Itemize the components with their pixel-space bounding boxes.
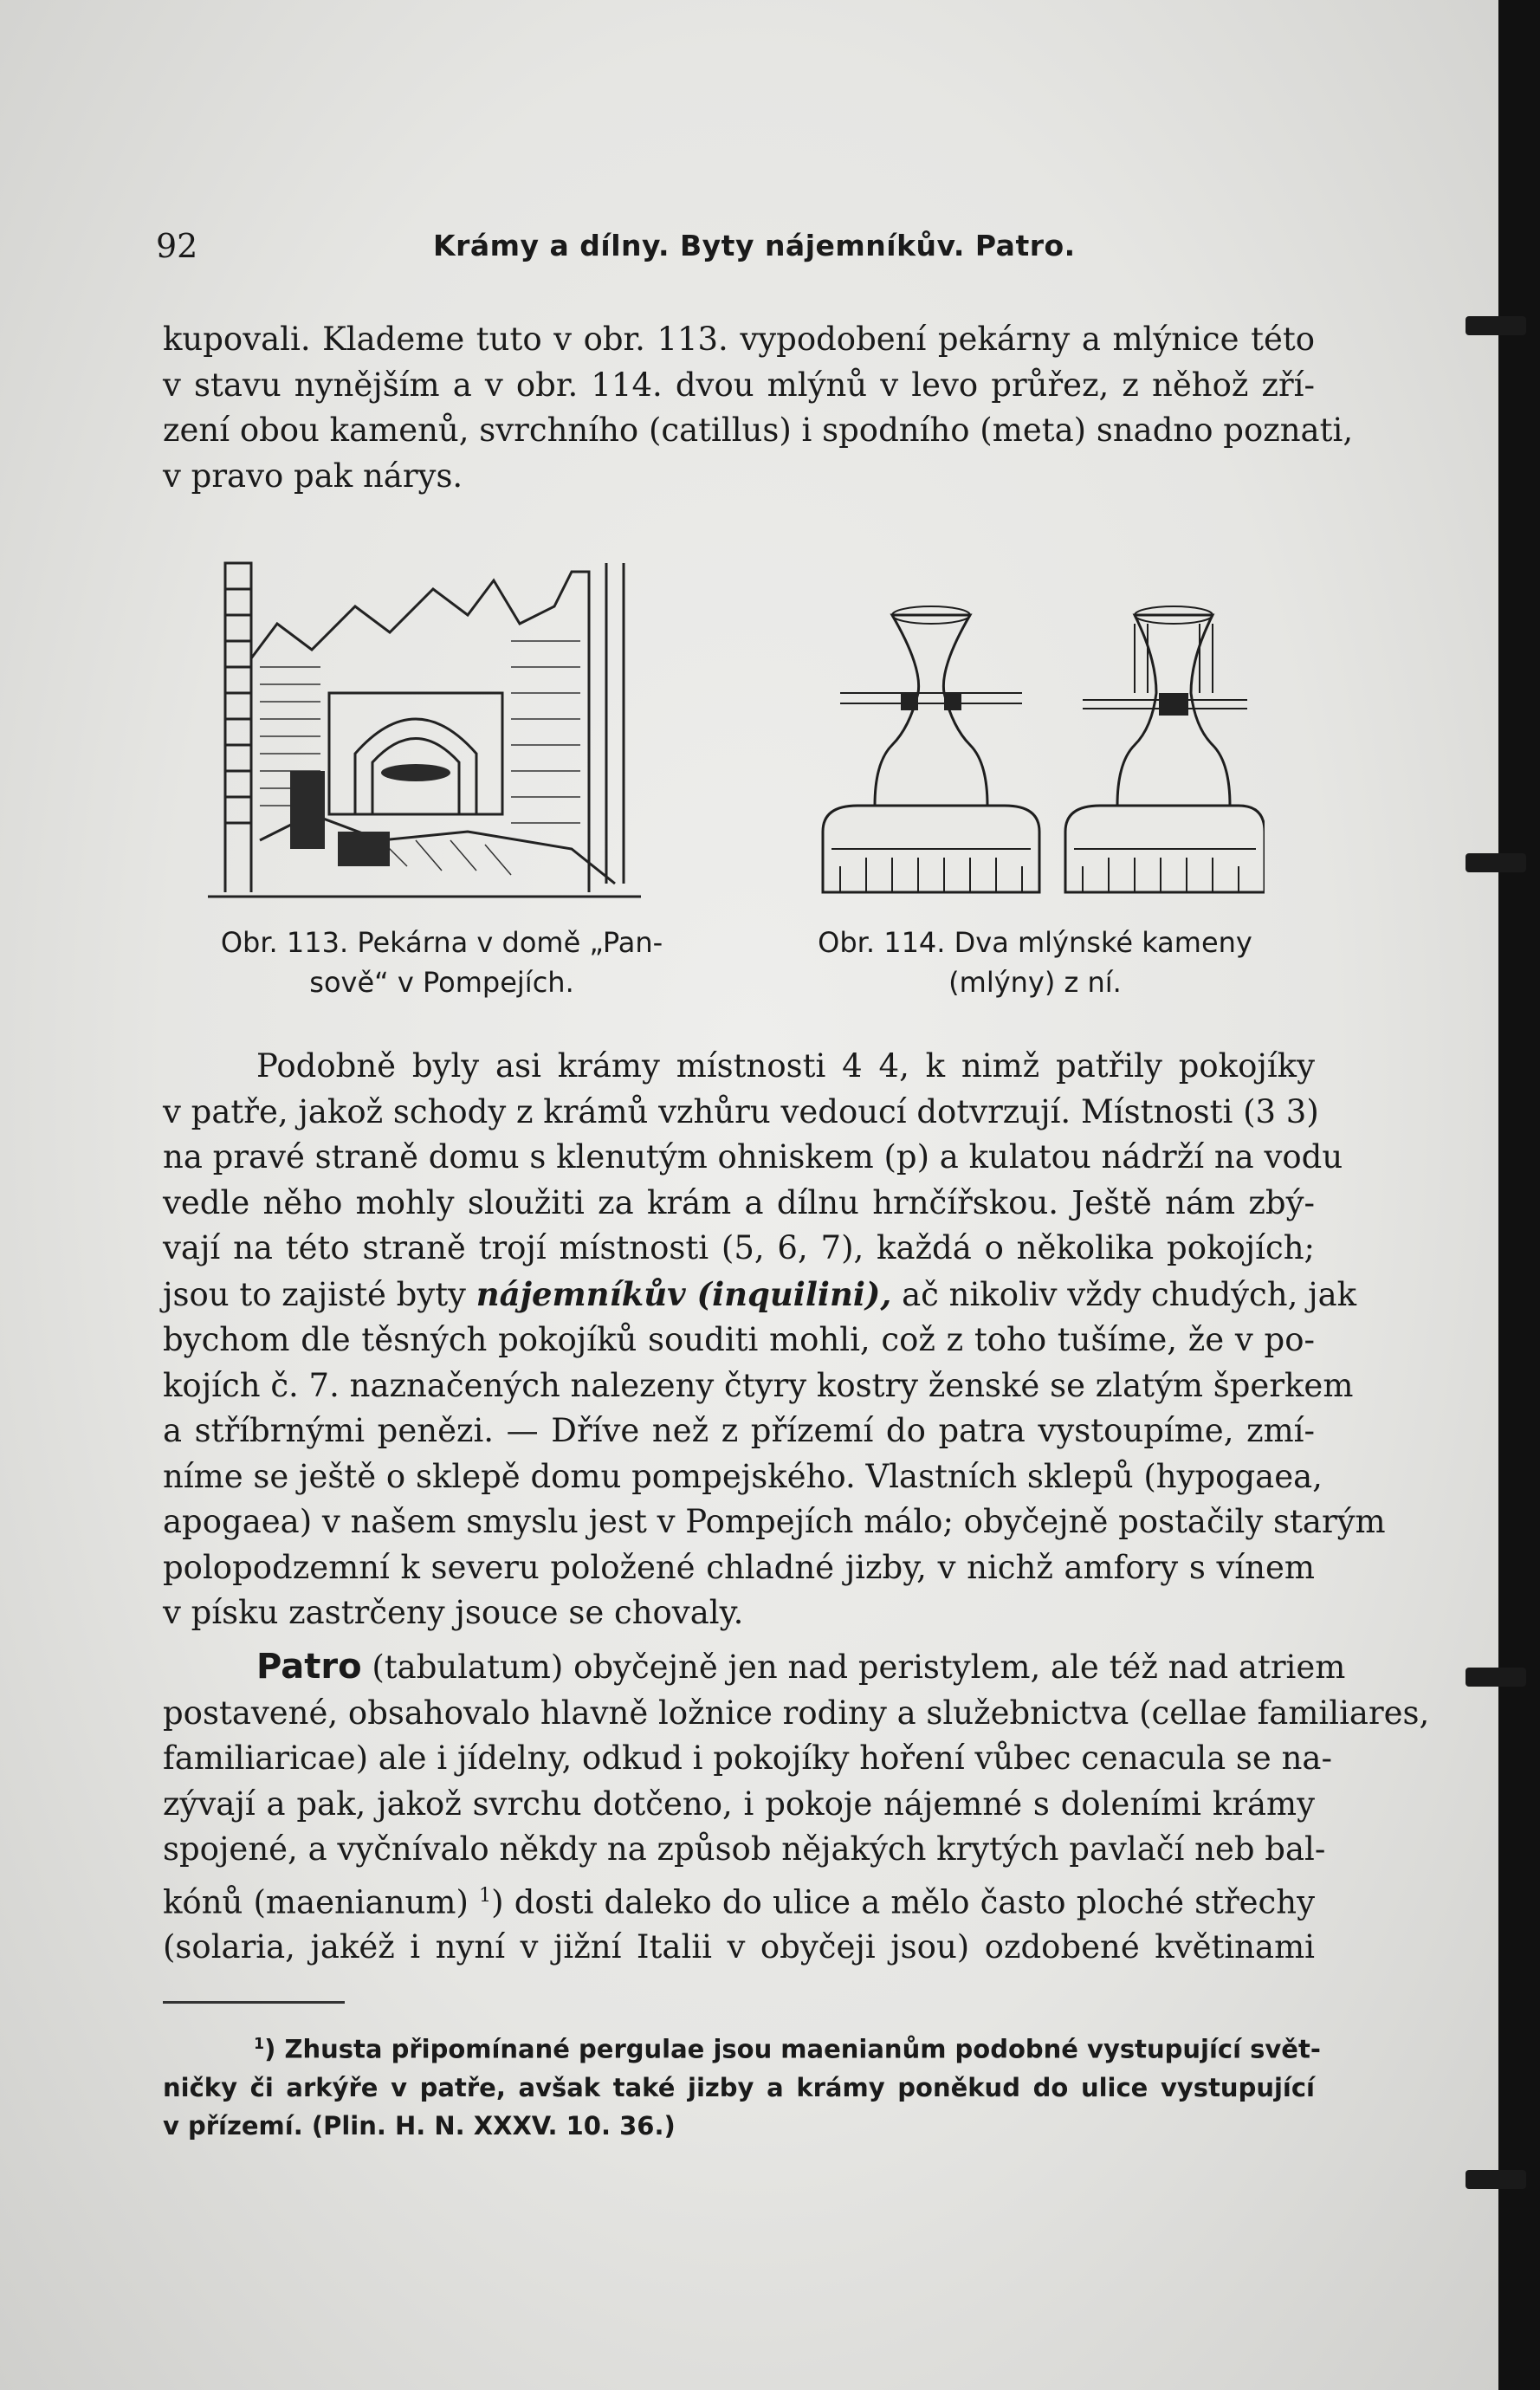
footnote-marker: 1 [254, 2036, 265, 2053]
text-line: apogaea) v našem smyslu jest v Pompejích málo; obyčejně postačily starým [163, 1503, 1386, 1540]
text-segment: ač nikoliv vždy chudých, jak [902, 1275, 1357, 1313]
text-line: a stříbrnými penězi. — Dříve než z přízemí do patra vystoupíme, zmí- [163, 1412, 1315, 1449]
caption-line: (mlýny) z ní. [948, 966, 1122, 999]
scan-tab-mark [1466, 316, 1526, 335]
text-line: (solaria, jakéž i nyní v jižní Italii v obyčeji jsou) ozdobené květinami [163, 1928, 1315, 1966]
page-number: 92 [156, 227, 198, 265]
lead-word: Patro [256, 1647, 362, 1687]
text-line [163, 1644, 1346, 1691]
bakery-illustration [208, 554, 658, 901]
text-segment: jsou to zajisté byty [163, 1275, 466, 1313]
text-line: familiaricae) ale i jídelny, odkud i pokojíky hoření vůbec cenacula se na- [163, 1739, 1332, 1777]
caption-line: Obr. 113. Pekárna v domě „Pan- [220, 926, 663, 959]
emphasized-term: nájemníkův (inquilini), [476, 1274, 892, 1313]
text-line: spojené, a vyčnívalo někdy na způsob nějakých krytých pavlačí neb bal- [163, 1830, 1326, 1868]
footnote [163, 2025, 1321, 2145]
footnote-line: v přízemí. (Plin. H. N. XXXV. 10. 36.) [163, 2110, 676, 2141]
footnote-line [163, 2025, 1321, 2069]
text-line: níme se ještě o sklepě domu pompejského. Vlastních sklepů (hypogaea, [163, 1457, 1323, 1495]
running-title: Krámy a dílny. Byty nájemníkův. Patro. [433, 229, 1076, 262]
paragraph-shops [163, 1044, 1386, 1636]
footnote-reference[interactable]: 1 [479, 1883, 492, 1907]
figure-113-caption [208, 923, 676, 1002]
figure-114-caption [793, 923, 1278, 1002]
paragraph-intro [163, 317, 1354, 499]
scan-tab-mark [1466, 853, 1526, 872]
text-line: Podobně byly asi krámy místnosti 4 4, k nimž patřily pokojíky [256, 1047, 1315, 1085]
text-segment: kónů (maenianum) [163, 1882, 469, 1920]
text-line: polopodzemní k severu položené chladné jizby, v nichž amfory s vínem [163, 1548, 1315, 1586]
text-line: bychom dle těsných pokojíků souditi mohli, což z toho tušíme, že v po- [163, 1321, 1315, 1358]
text-line: v pravo pak nárys. [163, 457, 463, 495]
text-line: zení obou kamenů, svrchního (catillus) i spodního (meta) snadno poznati, [163, 411, 1354, 449]
text-line: vedle něho mohly sloužiti za krám a dílnu hrnčířskou. Ještě nám zbý- [163, 1183, 1315, 1221]
running-head [156, 227, 1317, 270]
text-segment: (tabulatum) obyčejně jen nad peristylem, ale též nad atriem [372, 1648, 1346, 1686]
scan-border [1498, 0, 1540, 2390]
paragraph-upper-floor [163, 1644, 1430, 1971]
caption-line: Obr. 114. Dva mlýnské kameny [818, 926, 1252, 959]
text-segment: ) Zhusta připomínané pergulae jsou maenianům podobné vystupující svět- [264, 2034, 1321, 2064]
text-line: zývají a pak, jakož svrchu dotčeno, i pokoje nájemné s doleními krámy [163, 1784, 1315, 1823]
scan-tab-mark [1466, 1668, 1526, 1687]
text-line [163, 1272, 1357, 1318]
text-line: v písku zastrčeny jsouce se chovaly. [163, 1594, 744, 1631]
text-segment: ) dosti daleko do ulice a mělo často ploché střechy [491, 1882, 1316, 1920]
text-line: v stavu nynějším a v obr. 114. dvou mlýnů v levo průřez, z něhož zří- [163, 366, 1315, 404]
scan-tab-mark [1466, 2170, 1526, 2189]
text-line: kupovali. Klademe tuto v obr. 113. vypodobení pekárny a mlýnice této [163, 321, 1315, 358]
text-line: v patře, jakož schody z krámů vzhůru vedoucí dotvrzují. Místnosti (3 3) [163, 1092, 1319, 1130]
text-line [163, 1873, 1315, 1926]
caption-line: sově“ v Pompejích. [309, 966, 574, 999]
text-line: kojích č. 7. naznačených nalezeny čtyry kostry ženské se zlatým šperkem [163, 1366, 1354, 1404]
millstones-illustration [806, 598, 1265, 901]
text-line: vají na této straně trojí místnosti (5, 6, 7), každá o několika pokojích; [163, 1229, 1315, 1266]
footnote-line: ničky či arkýře v patře, avšak také jizby a krámy poněkud do ulice vystupující [163, 2072, 1315, 2102]
footnote-divider [163, 2001, 345, 2004]
text-line: postavené, obsahovalo hlavně ložnice rodiny a služebnictva (cellae familiares, [163, 1694, 1430, 1732]
text-line: na pravé straně domu s klenutým ohniskem (p) a kulatou nádrží na vodu [163, 1138, 1343, 1176]
